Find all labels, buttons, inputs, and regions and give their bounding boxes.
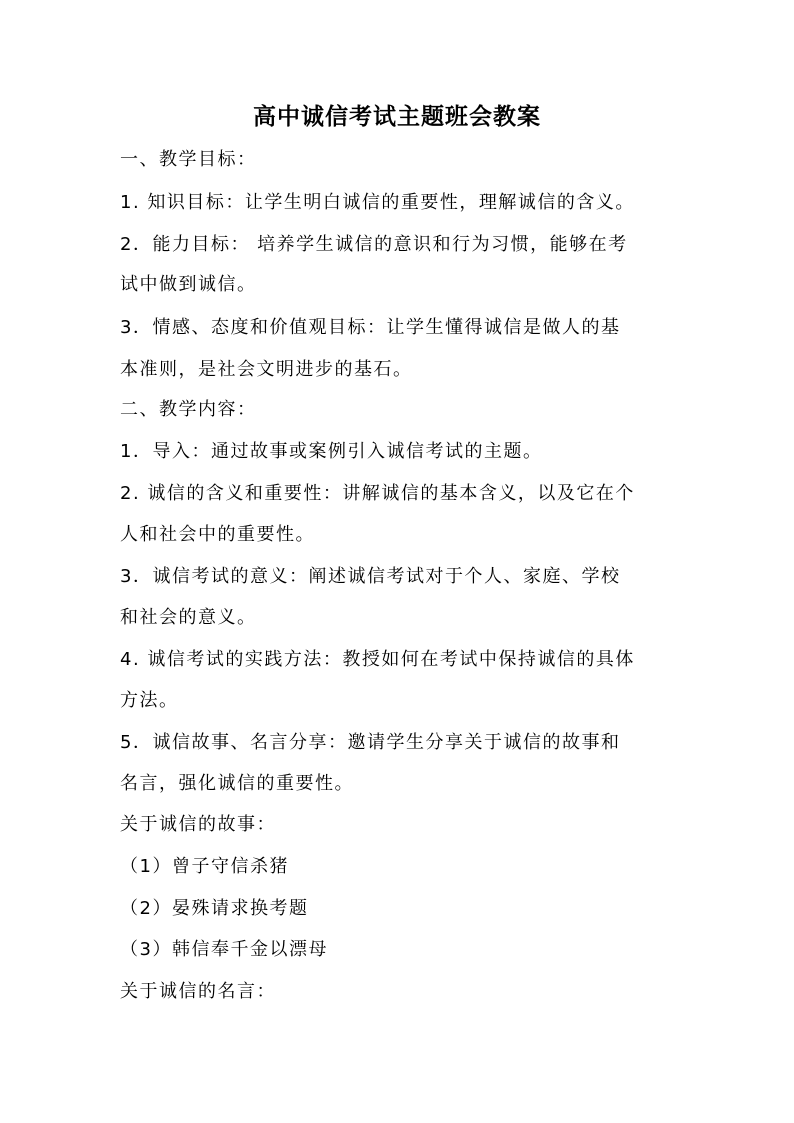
paragraph-line: 试中做到诚信。 <box>120 274 257 295</box>
paragraph-line: 3．诚信考试的意义：阐述诚信考试对于个人、家庭、学校 <box>120 566 621 587</box>
subheading-quotes: 关于诚信的名言： <box>120 981 276 1002</box>
list-item: （2）晏殊请求换考题 <box>120 898 309 919</box>
list-item: （3）韩信奉千金以漂母 <box>120 939 328 960</box>
paragraph-line: 3．情感、态度和价值观目标：让学生懂得诚信是做人的基 <box>120 317 621 338</box>
paragraph-line: 2．能力目标： 培养学生诚信的意识和行为习惯，能够在考 <box>120 234 628 255</box>
paragraph-line: 人和社会中的重要性。 <box>120 524 315 545</box>
subheading-stories: 关于诚信的故事： <box>120 814 276 835</box>
document-title: 高中诚信考试主题班会教案 <box>253 104 541 130</box>
paragraph-line: 4. 诚信考试的实践方法：教授如何在考试中保持诚信的具体 <box>120 649 635 670</box>
paragraph-line: 名言，强化诚信的重要性。 <box>120 773 354 794</box>
list-item: （1）曾子守信杀猪 <box>120 856 289 877</box>
paragraph-line: 方法。 <box>120 690 179 711</box>
section-heading-content: 二、教学内容： <box>120 399 257 420</box>
paragraph-line: 和社会的意义。 <box>120 607 257 628</box>
paragraph-line: 2. 诚信的含义和重要性：讲解诚信的基本含义，以及它在个 <box>120 483 635 504</box>
paragraph-line: 1. 知识目标：让学生明白诚信的重要性，理解诚信的含义。 <box>120 192 635 213</box>
paragraph-line: 5．诚信故事、名言分享：邀请学生分享关于诚信的故事和 <box>120 732 621 753</box>
paragraph-line: 本准则，是社会文明进步的基石。 <box>120 359 413 380</box>
paragraph-line: 1．导入：通过故事或案例引入诚信考试的主题。 <box>120 441 543 462</box>
section-heading-objectives: 一、教学目标： <box>120 149 257 170</box>
